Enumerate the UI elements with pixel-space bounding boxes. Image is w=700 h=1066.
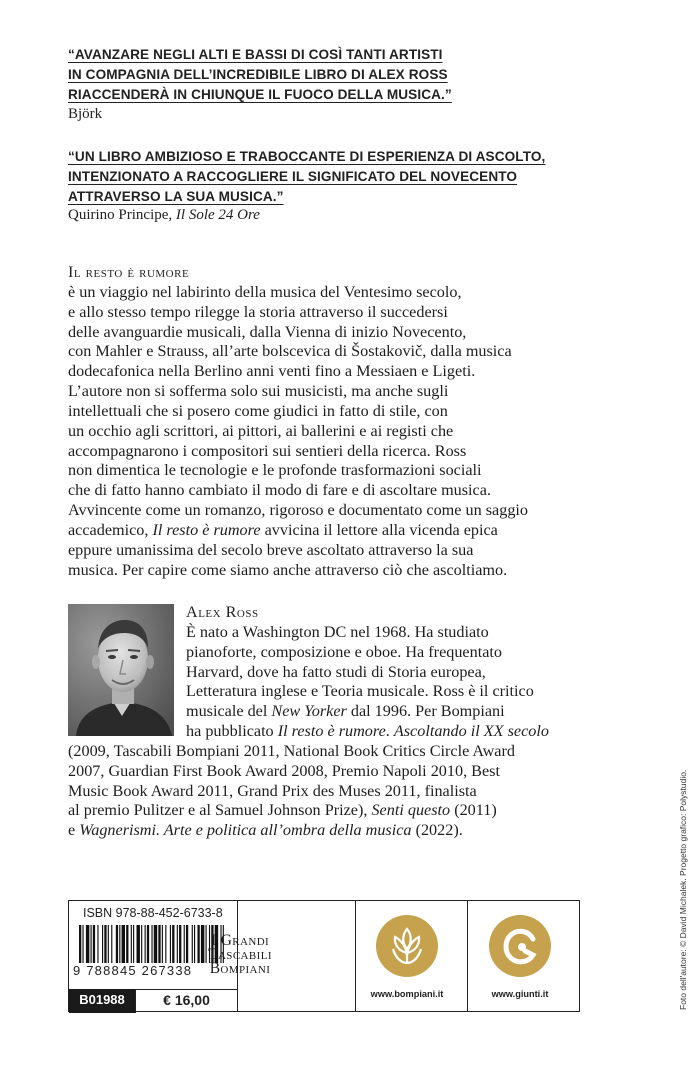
barcode-bar bbox=[154, 925, 157, 963]
desc-line: delle avanguardie musicali, dalla Vienna di inizio Novecento, bbox=[68, 322, 467, 341]
bio-line bbox=[68, 722, 608, 742]
barcode-bar bbox=[133, 925, 134, 963]
bio-line: pianoforte, composizione e oboe. Ha frequentato bbox=[186, 642, 502, 661]
desc-line: un occhio agli scrittori, ai pittori, ai ballerini e ai registi che bbox=[68, 421, 454, 440]
quote-attribution-principe bbox=[68, 207, 260, 224]
book-title: Il resto è rumore bbox=[68, 263, 190, 281]
price: € 16,00 bbox=[135, 989, 237, 1013]
barcode-bar bbox=[131, 925, 132, 963]
desc-line: eppure umanissima del secolo breve ascoltato attraverso la sua bbox=[68, 540, 474, 559]
barcode-bar bbox=[119, 925, 120, 963]
quote-line: IN COMPAGNIA DELL’INCREDIBILE LIBRO DI ALEX ROSS bbox=[68, 67, 448, 82]
barcode-bar bbox=[184, 925, 185, 963]
bio-line: Harvard, dove ha fatto studi di Storia europea, bbox=[186, 662, 486, 681]
barcode-bar bbox=[116, 925, 118, 963]
bio-fragment: . bbox=[385, 722, 394, 741]
barcode-bar bbox=[145, 925, 146, 963]
barcode-bar bbox=[126, 925, 128, 963]
barcode-bar bbox=[162, 925, 163, 963]
barcode-bar bbox=[108, 925, 109, 963]
bompiani-url: www.bompiani.it bbox=[370, 989, 444, 999]
barcode-bar bbox=[79, 925, 81, 963]
bompiani-logo-icon bbox=[376, 915, 438, 977]
giunti-logo-icon bbox=[489, 915, 551, 977]
quote-line: “UN LIBRO AMBIZIOSO E TRABOCCANTE DI ESPERIENZA DI ASCOLTO, bbox=[68, 149, 546, 164]
desc-title-italic: Il resto è rumore bbox=[152, 520, 261, 539]
series-line: Tascabili bbox=[208, 946, 272, 963]
author-bio bbox=[68, 603, 608, 841]
bio-line: Letteratura inglese e Teoria musicale. Ross è il critico bbox=[186, 682, 534, 701]
quote-line: ATTRAVERSO LA SUA MUSICA.” bbox=[68, 189, 284, 204]
bio-fragment: dal 1996. Per Bompiani bbox=[346, 702, 505, 721]
barcode-bar bbox=[179, 925, 181, 963]
attribution-source: Il Sole 24 Ore bbox=[175, 207, 260, 223]
bio-italic: Il resto è rumore bbox=[277, 722, 386, 741]
giunti-url: www.giunti.it bbox=[491, 989, 549, 999]
book-description bbox=[68, 263, 608, 581]
barcode-bar bbox=[122, 925, 125, 963]
desc-line: con Mahler e Strauss, all’arte bolscevica di Šostakovič, dalla musica bbox=[68, 342, 512, 361]
barcode-bar bbox=[165, 925, 166, 963]
desc-line: L’autore non si sofferma solo sui musicisti, ma anche sugli bbox=[68, 382, 449, 401]
desc-line: e allo stesso tempo rilegge la storia attraverso il succedersi bbox=[68, 302, 448, 321]
barcode-bar bbox=[97, 925, 98, 963]
barcode-bar bbox=[147, 925, 149, 963]
desc-line: musica. Per capire come siamo anche attraverso ciò che ascoltiamo. bbox=[68, 560, 508, 579]
quote-line: INTENZIONATO A RACCOGLIERE IL SIGNIFICATO DEL NOVECENTO bbox=[68, 169, 518, 184]
bio-fragment: ha pubblicato bbox=[186, 722, 278, 741]
desc-line: dodecafonica nella Berlino anni venti fino a Messiaen e Ligeti. bbox=[68, 362, 476, 381]
desc-line: accompagnarono i compositori sui sentieri della ricerca. Ross bbox=[68, 441, 467, 460]
ean-digits: 9 788845 267338 bbox=[73, 963, 193, 978]
desc-fragment: accademico, bbox=[68, 520, 153, 539]
series-name bbox=[192, 934, 288, 976]
desc-line: non dimentica le tecnologie e le profonde trasformazioni sociali bbox=[68, 461, 482, 480]
barcode-bar bbox=[172, 925, 174, 963]
bio-line: 2007, Guardian First Book Award 2008, Premio Napoli 2010, Best bbox=[68, 761, 500, 780]
bio-fragment: (2022). bbox=[411, 821, 463, 840]
barcode-bar bbox=[137, 925, 140, 963]
desc-line: intellettuali che si posero come giudici in fatto di stile, con bbox=[68, 401, 448, 420]
barcode-bar bbox=[111, 925, 112, 963]
desc-line bbox=[68, 521, 608, 541]
barcode-bar bbox=[186, 925, 188, 963]
author-name: Alex Ross bbox=[186, 603, 259, 621]
barcode-bar bbox=[177, 925, 178, 963]
desc-line: Avvincente come un romanzo, rigoroso e documentato come un saggio bbox=[68, 501, 529, 520]
bio-fragment: e bbox=[68, 821, 80, 840]
barcode-bar bbox=[93, 925, 95, 963]
isbn-number: ISBN 978-88-452-6733-8 bbox=[83, 906, 223, 920]
bio-line: (2009, Tascabili Bompiani 2011, National Book Critics Circle Award bbox=[68, 741, 515, 760]
bio-fragment: al premio Pulitzer e al Samuel Johnson Prize), bbox=[68, 801, 372, 820]
barcode-bar bbox=[141, 925, 142, 963]
bio-fragment: musicale del bbox=[186, 702, 272, 721]
bio-italic: Senti questo bbox=[371, 801, 451, 820]
series-line: Bompiani bbox=[209, 960, 271, 977]
photo-credits: Foto dell'autore: © David Michalek. Progetto grafico: Polystudio. bbox=[678, 769, 688, 1010]
attribution-name: Quirino Principe, bbox=[68, 207, 176, 223]
barcode-bar bbox=[102, 925, 103, 963]
quote-line: RIACCENDERÀ IN CHIUNQUE IL FUOCO DELLA MUSICA.” bbox=[68, 87, 452, 102]
bio-italic: New Yorker bbox=[271, 702, 347, 721]
bio-line bbox=[68, 702, 608, 722]
barcode-bar bbox=[82, 925, 83, 963]
barcode-bar bbox=[104, 925, 106, 963]
bio-italic: Ascoltando il XX secolo bbox=[393, 722, 549, 741]
bio-line bbox=[68, 821, 608, 841]
desc-line: che di fatto hanno cambiato il modo di fare e di ascoltare musica. bbox=[68, 481, 491, 500]
bio-italic: Wagnerismi. Arte e politica all’ombra della musica bbox=[79, 821, 412, 840]
quote-bjork bbox=[68, 45, 588, 105]
bio-line: Music Book Award 2011, Grand Prix des Muses 2011, finalista bbox=[68, 781, 477, 800]
barcode-bar bbox=[170, 925, 171, 963]
bio-line: È nato a Washington DC nel 1968. Ha studiato bbox=[186, 622, 489, 641]
bio-fragment: (2011) bbox=[450, 801, 497, 820]
series-line: I Grandi bbox=[210, 932, 270, 949]
barcode-bar bbox=[151, 925, 152, 963]
barcode-bar bbox=[158, 925, 160, 963]
product-code: B01988 bbox=[69, 989, 135, 1013]
quote-attribution-bjork: Björk bbox=[68, 106, 103, 122]
barcode-bar bbox=[91, 925, 92, 963]
quote-line: “AVANZARE NEGLI ALTI E BASSI DI COSÌ TANTI ARTISTI bbox=[68, 47, 443, 62]
bio-line bbox=[68, 801, 608, 821]
barcode-bar bbox=[86, 925, 89, 963]
desc-fragment: avvicina il lettore alla vicenda epica bbox=[260, 520, 498, 539]
desc-line: è un viaggio nel labirinto della musica del Ventesimo secolo, bbox=[68, 282, 462, 301]
quote-principe bbox=[68, 147, 588, 207]
